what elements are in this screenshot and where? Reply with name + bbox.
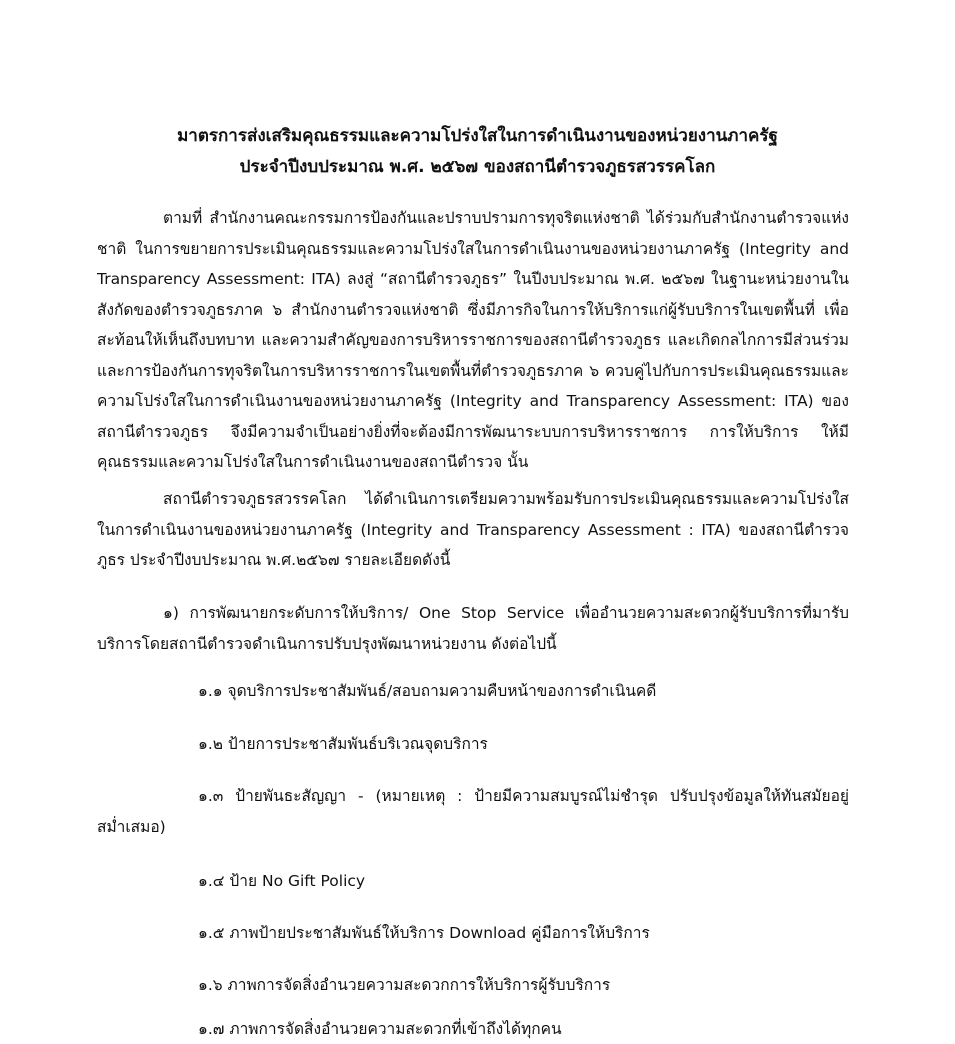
preparation-paragraph: สถานีตำรวจภูธรสวรรคโลก ได้ดำเนินการเตรียมความพร้อมรับการประเมินคุณธรรมและความโปร่งใส ในการดำเนินงานของหน่วยงานภาครัฐ (Integrity and Transparency Assessment : ITA) ของสถานีตำรวจภูธร ประจำปีงบประมาณ พ.ศ.๒๕๖๗ รายละเอียดดังนี้ — [97, 490, 849, 569]
section-1-heading-paragraph: ๑) การพัฒนายกระดับการให้บริการ/ One Stop Service เพื่ออำนวยความสะดวกผู้รับบริการที่มารับบริการโดยสถานีตำรวจดำเนินการปรับปรุงพัฒนาหน่วยงาน ดังต่อไปนี้ — [97, 604, 849, 653]
list-item-1-5: ๑.๕ ภาพป้ายประชาสัมพันธ์ให้บริการ Download คู่มือการให้บริการ — [198, 924, 650, 942]
list-item-1-6: ๑.๖ ภาพการจัดสิ่งอำนวยความสะดวกการให้บริการผู้รับบริการ — [198, 976, 611, 994]
list-item-1-1: ๑.๑ จุดบริการประชาสัมพันธ์/สอบถามความคืบหน้าของการดำเนินคดี — [198, 682, 657, 700]
list-item-1-2: ๑.๒ ป้ายการประชาสัมพันธ์บริเวณจุดบริการ — [198, 735, 488, 753]
intro-paragraph: ตามที่ สำนักงานคณะกรรมการป้องกันและปราบปรามการทุจริตแห่งชาติ ได้ร่วมกับสำนักงานตำรวจแห่งชาติ ในการขยายการประเมินคุณธรรมและความโปร่งใสในการดำเนินงานของหน่วยงานภาครัฐ (Integrity and Transparency Assessment: ITA) ลงสู่ “สถานีตำรวจภูธร” ในปีงบประมาณ พ.ศ. ๒๕๖๗ ในฐานะหน่วยงานในสังกัดของตำรวจภูธรภาค ๖ สำนักงานตำรวจแห่งชาติ ซึ่งมีภารกิจในการให้บริการแก่ผู้รับบริการในเขตพื้นที่ เพื่อสะท้อนให้เห็นถึงบทบาท และความสำคัญของการบริหารราชการของสถานีตำรวจภูธร และเกิดกลไกการมีส่วนร่วมและการป้องกันการทุจริตในการบริหารราชการในเขตพื้นที่ตำรวจภูธรภาค ๖ ควบคู่ไปกับการประเมินคุณธรรมและความโปร่งใสในการดำเนินงานของหน่วยงานภาครัฐ (Integrity and Transparency Assessment: ITA) ของสถานีตำรวจภูธร จึงมีความจำเป็นอย่างยิ่งที่จะต้องมีการพัฒนาระบบการบริหารราชการ การให้บริการ ให้มีคุณธรรมและความโปร่งใสในการดำเนินงานของสถานีตำรวจ นั้น — [97, 209, 849, 471]
document-title-line-1: มาตรการส่งเสริมคุณธรรมและความโปร่งใสในการดำเนินงานของหน่วยงานภาครัฐ — [177, 126, 778, 146]
list-item-1-3: ๑.๓ ป้ายพันธะสัญญา - (หมายเหตุ : ป้ายมีความสมบูรณ์ไม่ชำรุด ปรับปรุงข้อมูลให้ทันสมัยอยู่สม่ำเสมอ) — [97, 787, 849, 836]
list-item-1-7: ๑.๗ ภาพการจัดสิ่งอำนวยความสะดวกที่เข้าถึงได้ทุกคน — [198, 1020, 562, 1038]
list-item-1-4: ๑.๔ ป้าย No Gift Policy — [198, 872, 366, 890]
document-title-line-2: ประจำปีงบประมาณ พ.ศ. ๒๕๖๗ ของสถานีตำรวจภูธรสวรรคโลก — [239, 157, 716, 177]
